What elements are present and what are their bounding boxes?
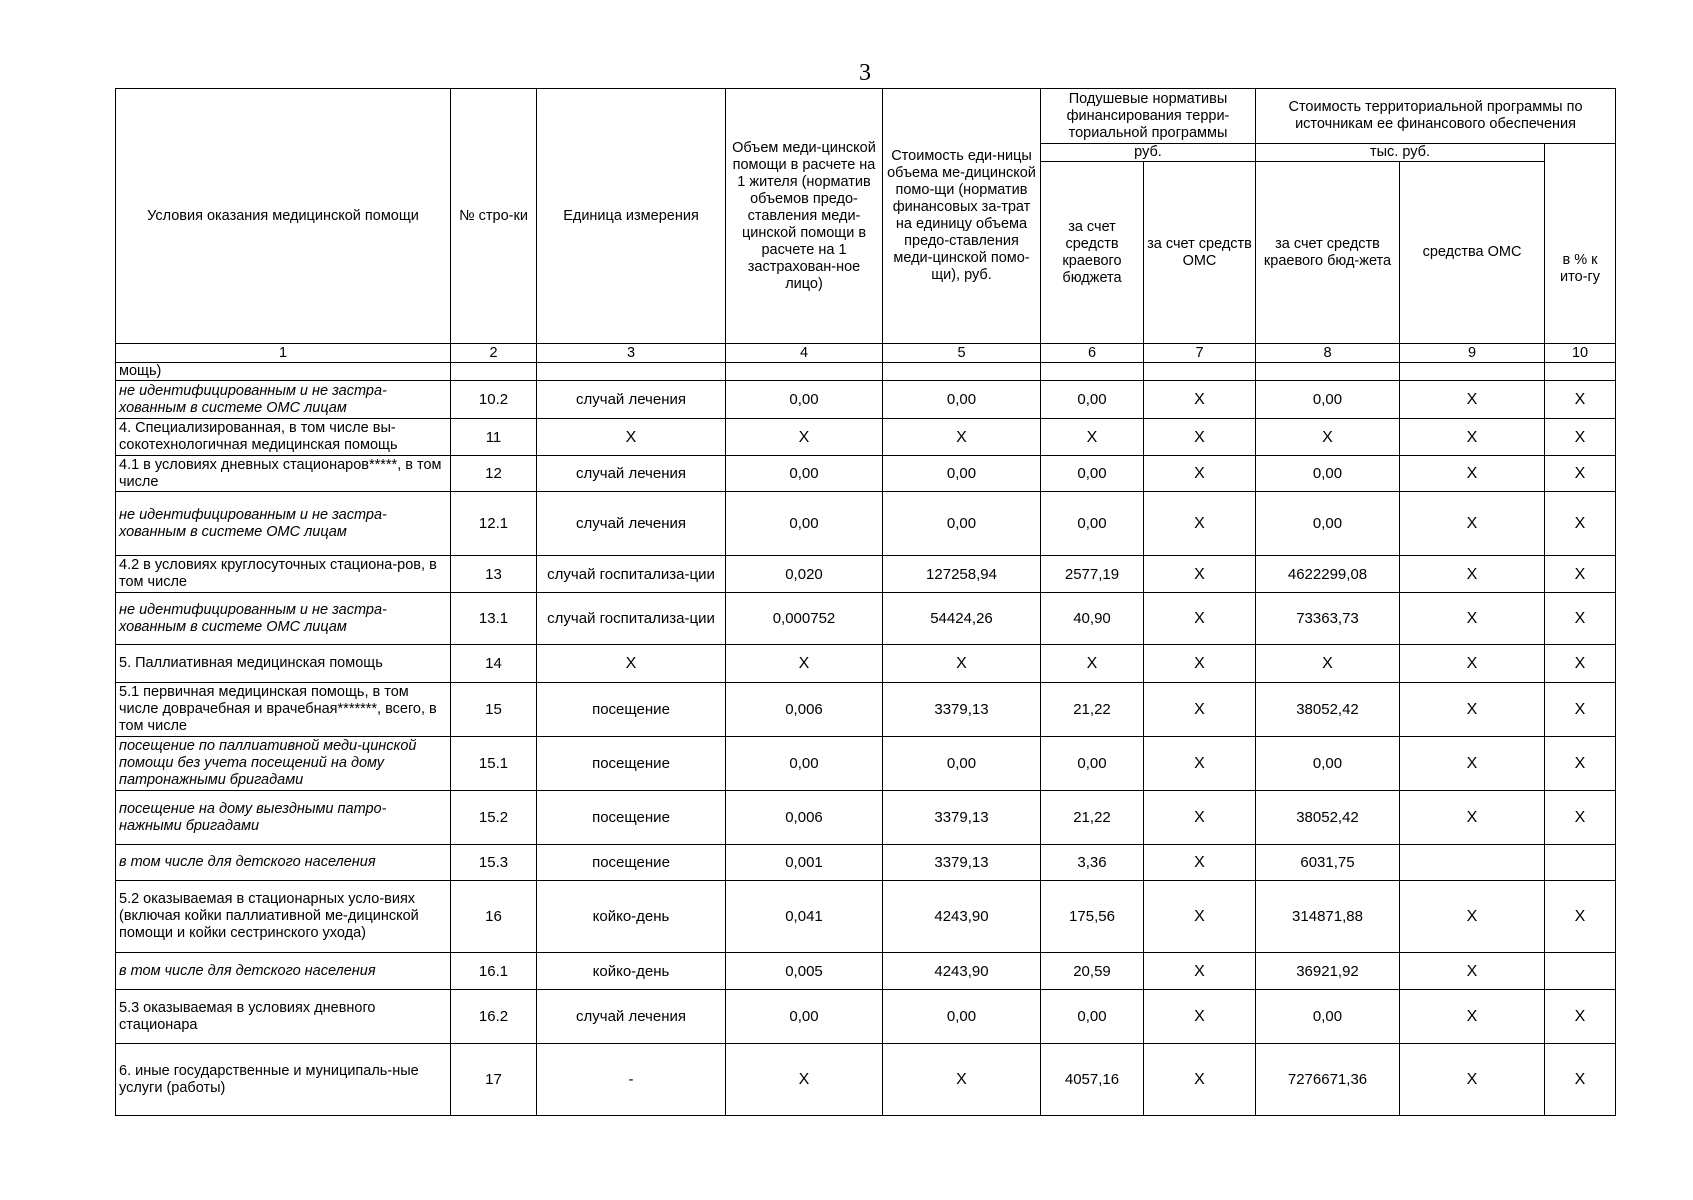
value-cell: X [1400, 990, 1545, 1044]
value-cell: X [1256, 645, 1400, 683]
column-number: 9 [1400, 344, 1545, 363]
value-cell: X [1144, 456, 1256, 492]
value-cell: X [1144, 593, 1256, 645]
table-row [116, 556, 1616, 593]
condition-cell: 4. Специализированная, в том числе вы-сокотехнологичная медицинская помощь [116, 419, 451, 456]
value-cell: 4057,16 [1041, 1044, 1144, 1116]
value-cell: X [883, 419, 1041, 456]
value-cell [1256, 363, 1400, 381]
condition-cell: посещение на дому выездными патро-нажными бригадами [116, 791, 451, 845]
value-cell: 12.1 [451, 492, 537, 556]
value-cell: X [537, 645, 726, 683]
value-cell: 15.2 [451, 791, 537, 845]
value-cell: 0,00 [883, 990, 1041, 1044]
value-cell: X [1256, 419, 1400, 456]
condition-cell: 6. иные государственные и муниципаль-ные услуги (работы) [116, 1044, 451, 1116]
value-cell: 0,001 [726, 845, 883, 881]
value-cell: 0,00 [726, 456, 883, 492]
value-cell: X [726, 1044, 883, 1116]
table-row [116, 456, 1616, 492]
value-cell: 54424,26 [883, 593, 1041, 645]
value-cell: случай госпитализа-ции [537, 593, 726, 645]
column-number: 8 [1256, 344, 1400, 363]
condition-cell: 4.1 в условиях дневных стационаров*****, в том числе [116, 456, 451, 492]
value-cell: X [1545, 791, 1616, 845]
value-cell: 40,90 [1041, 593, 1144, 645]
value-cell: 17 [451, 1044, 537, 1116]
value-cell: X [1400, 492, 1545, 556]
value-cell: 38052,42 [1256, 791, 1400, 845]
value-cell: 0,006 [726, 683, 883, 737]
value-cell: 0,00 [1041, 381, 1144, 419]
value-cell: 38052,42 [1256, 683, 1400, 737]
value-cell: 3379,13 [883, 845, 1041, 881]
value-cell: 11 [451, 419, 537, 456]
value-cell: X [1545, 456, 1616, 492]
value-cell: X [1545, 990, 1616, 1044]
value-cell: случай лечения [537, 990, 726, 1044]
header-unit-rub: руб. [1041, 144, 1256, 162]
value-cell: 16.2 [451, 990, 537, 1044]
value-cell: 4622299,08 [1256, 556, 1400, 593]
value-cell: X [1144, 556, 1256, 593]
value-cell: 13 [451, 556, 537, 593]
condition-cell: не идентифицированным и не застра-хованным в системе ОМС лицам [116, 492, 451, 556]
value-cell: X [1400, 881, 1545, 953]
page-number: 3 [859, 60, 871, 86]
value-cell: X [1400, 683, 1545, 737]
value-cell: X [1545, 593, 1616, 645]
column-number: 3 [537, 344, 726, 363]
table-row [116, 492, 1616, 556]
value-cell: посещение [537, 791, 726, 845]
table-body [116, 363, 1616, 1116]
value-cell: X [1400, 593, 1545, 645]
header-oms-cost: средства ОМС [1400, 162, 1545, 344]
value-cell: X [1400, 456, 1545, 492]
value-cell: 0,00 [1256, 456, 1400, 492]
value-cell: случай лечения [537, 381, 726, 419]
value-cell: 0,00 [1256, 381, 1400, 419]
value-cell: X [1041, 645, 1144, 683]
value-cell: 3379,13 [883, 683, 1041, 737]
value-cell: X [1144, 953, 1256, 990]
value-cell: X [1144, 381, 1256, 419]
value-cell: 3379,13 [883, 791, 1041, 845]
value-cell: 21,22 [1041, 683, 1144, 737]
header-volume: Объем меди-цинской помощи в расчете на 1 жителя (норматив объемов предо-ставления меди-цинской помощи в расчете на 1 застрахован-ное лицо) [726, 89, 883, 344]
value-cell: 0,00 [883, 381, 1041, 419]
value-cell: X [1144, 683, 1256, 737]
column-number: 5 [883, 344, 1041, 363]
header-program-cost: Стоимость территориальной программы по источникам ее финансового обеспечения [1256, 89, 1616, 144]
financing-table [115, 88, 1616, 1116]
value-cell: койко-день [537, 881, 726, 953]
value-cell: 0,00 [1041, 737, 1144, 791]
value-cell: случай лечения [537, 492, 726, 556]
value-cell: X [883, 645, 1041, 683]
condition-cell: 5. Паллиативная медицинская помощь [116, 645, 451, 683]
value-cell: 0,020 [726, 556, 883, 593]
value-cell: X [1400, 1044, 1545, 1116]
value-cell [726, 363, 883, 381]
value-cell: 0,00 [883, 492, 1041, 556]
value-cell: 21,22 [1041, 791, 1144, 845]
value-cell: 15.3 [451, 845, 537, 881]
value-cell: X [1144, 645, 1256, 683]
value-cell: X [1545, 645, 1616, 683]
value-cell: 15.1 [451, 737, 537, 791]
table-row [116, 737, 1616, 791]
value-cell [1545, 845, 1616, 881]
condition-cell: не идентифицированным и не застра-хованным в системе ОМС лицам [116, 381, 451, 419]
value-cell: 2577,19 [1041, 556, 1144, 593]
value-cell: X [1545, 492, 1616, 556]
value-cell: 20,59 [1041, 953, 1144, 990]
column-number: 10 [1545, 344, 1616, 363]
value-cell: X [1144, 845, 1256, 881]
value-cell: 36921,92 [1256, 953, 1400, 990]
table-row [116, 1044, 1616, 1116]
value-cell: случай лечения [537, 456, 726, 492]
value-cell: 14 [451, 645, 537, 683]
header-regional-budget: за счет средств краевого бюджета [1041, 162, 1144, 344]
value-cell: X [726, 419, 883, 456]
table-row [116, 791, 1616, 845]
value-cell: 7276671,36 [1256, 1044, 1400, 1116]
column-number: 1 [116, 344, 451, 363]
value-cell: 0,041 [726, 881, 883, 953]
table-row [116, 381, 1616, 419]
value-cell: X [1144, 419, 1256, 456]
value-cell: 0,00 [726, 492, 883, 556]
value-cell [1545, 363, 1616, 381]
value-cell: 0,000752 [726, 593, 883, 645]
value-cell: 12 [451, 456, 537, 492]
table-row [116, 683, 1616, 737]
column-number: 6 [1041, 344, 1144, 363]
condition-cell: в том числе для детского населения [116, 953, 451, 990]
value-cell: X [1400, 645, 1545, 683]
condition-cell: посещение по паллиативной меди-цинской помощи без учета посещений на дому патронажными бригадами [116, 737, 451, 791]
value-cell: X [1545, 683, 1616, 737]
value-cell: 0,00 [1256, 990, 1400, 1044]
value-cell [883, 363, 1041, 381]
header-row-number: № стро-ки [451, 89, 537, 344]
value-cell: X [1144, 1044, 1256, 1116]
header-percent-label: в % к ито-гу [1560, 251, 1601, 285]
header-unit-cost: Стоимость еди-ницы объема ме-дицинской помо-щи (норматив финансовых за-трат на единицу объема предо-ставления меди-цинской помо-щи), руб. [883, 89, 1041, 344]
table-row [116, 363, 1616, 381]
header-regional-budget-cost: за счет средств краевого бюд-жета [1256, 162, 1400, 344]
condition-cell: 5.2 оказываемая в стационарных усло-виях (включая койки паллиативной ме-дицинской помощи и койки сестринского ухода) [116, 881, 451, 953]
column-number: 2 [451, 344, 537, 363]
value-cell: X [1400, 791, 1545, 845]
value-cell: X [1400, 737, 1545, 791]
condition-cell: 5.3 оказываемая в условиях дневного стационара [116, 990, 451, 1044]
header-conditions: Условия оказания медицинской помощи [116, 89, 451, 344]
value-cell: X [1400, 953, 1545, 990]
value-cell: 3,36 [1041, 845, 1144, 881]
condition-cell: мощь) [116, 363, 451, 381]
value-cell: X [1545, 737, 1616, 791]
column-number-row [116, 344, 1616, 363]
value-cell: X [1144, 737, 1256, 791]
table-row [116, 990, 1616, 1044]
value-cell [451, 363, 537, 381]
value-cell: X [537, 419, 726, 456]
value-cell: посещение [537, 683, 726, 737]
value-cell: 15 [451, 683, 537, 737]
value-cell: 10.2 [451, 381, 537, 419]
value-cell: X [1400, 381, 1545, 419]
value-cell: 16 [451, 881, 537, 953]
value-cell: 16.1 [451, 953, 537, 990]
value-cell: 127258,94 [883, 556, 1041, 593]
value-cell: X [1400, 556, 1545, 593]
value-cell: 6031,75 [1256, 845, 1400, 881]
value-cell: 0,00 [1041, 990, 1144, 1044]
header-oms: за счет средств ОМС [1144, 162, 1256, 344]
value-cell: X [1545, 419, 1616, 456]
value-cell: X [883, 1044, 1041, 1116]
value-cell: X [1144, 881, 1256, 953]
table-row [116, 881, 1616, 953]
value-cell [1400, 845, 1545, 881]
value-cell: X [1144, 492, 1256, 556]
value-cell: 0,00 [1256, 737, 1400, 791]
value-cell: 4243,90 [883, 953, 1041, 990]
header-per-capita-norms: Подушевые нормативы финансирования терри-ториальной программы [1041, 89, 1256, 144]
value-cell: посещение [537, 845, 726, 881]
value-cell [1144, 363, 1256, 381]
value-cell: 4243,90 [883, 881, 1041, 953]
table-row [116, 645, 1616, 683]
value-cell: 0,00 [883, 456, 1041, 492]
value-cell: 0,00 [1041, 456, 1144, 492]
value-cell: 0,006 [726, 791, 883, 845]
value-cell [1041, 363, 1144, 381]
value-cell: 0,00 [1041, 492, 1144, 556]
value-cell: X [1545, 1044, 1616, 1116]
value-cell: X [1144, 791, 1256, 845]
table-row [116, 845, 1616, 881]
value-cell: 0,00 [883, 737, 1041, 791]
value-cell: 314871,88 [1256, 881, 1400, 953]
value-cell: койко-день [537, 953, 726, 990]
column-number: 7 [1144, 344, 1256, 363]
condition-cell: не идентифицированным и не застра-хованным в системе ОМС лицам [116, 593, 451, 645]
value-cell: посещение [537, 737, 726, 791]
value-cell: X [1545, 381, 1616, 419]
value-cell: X [1545, 881, 1616, 953]
value-cell: 73363,73 [1256, 593, 1400, 645]
table-row [116, 419, 1616, 456]
value-cell: X [1144, 990, 1256, 1044]
table-row [116, 953, 1616, 990]
header-unit-thousand-rub: тыс. руб. [1256, 144, 1545, 162]
value-cell: X [1041, 419, 1144, 456]
value-cell: 0,00 [726, 990, 883, 1044]
value-cell: X [1545, 556, 1616, 593]
table-row [116, 593, 1616, 645]
value-cell: 0,00 [1256, 492, 1400, 556]
column-number: 4 [726, 344, 883, 363]
header-unit: Единица измерения [537, 89, 726, 344]
value-cell: X [726, 645, 883, 683]
value-cell: 13.1 [451, 593, 537, 645]
value-cell [1400, 363, 1545, 381]
value-cell: X [1400, 419, 1545, 456]
value-cell: 0,00 [726, 381, 883, 419]
value-cell: случай госпитализа-ции [537, 556, 726, 593]
value-cell: - [537, 1044, 726, 1116]
value-cell [1545, 953, 1616, 990]
condition-cell: в том числе для детского населения [116, 845, 451, 881]
value-cell: 175,56 [1041, 881, 1144, 953]
header-percent [1545, 144, 1616, 344]
condition-cell: 4.2 в условиях круглосуточных стациона-ров, в том числе [116, 556, 451, 593]
condition-cell: 5.1 первичная медицинская помощь, в том числе доврачебная и врачебная*******, всего, в том числе [116, 683, 451, 737]
value-cell [537, 363, 726, 381]
value-cell: 0,00 [726, 737, 883, 791]
value-cell: 0,005 [726, 953, 883, 990]
